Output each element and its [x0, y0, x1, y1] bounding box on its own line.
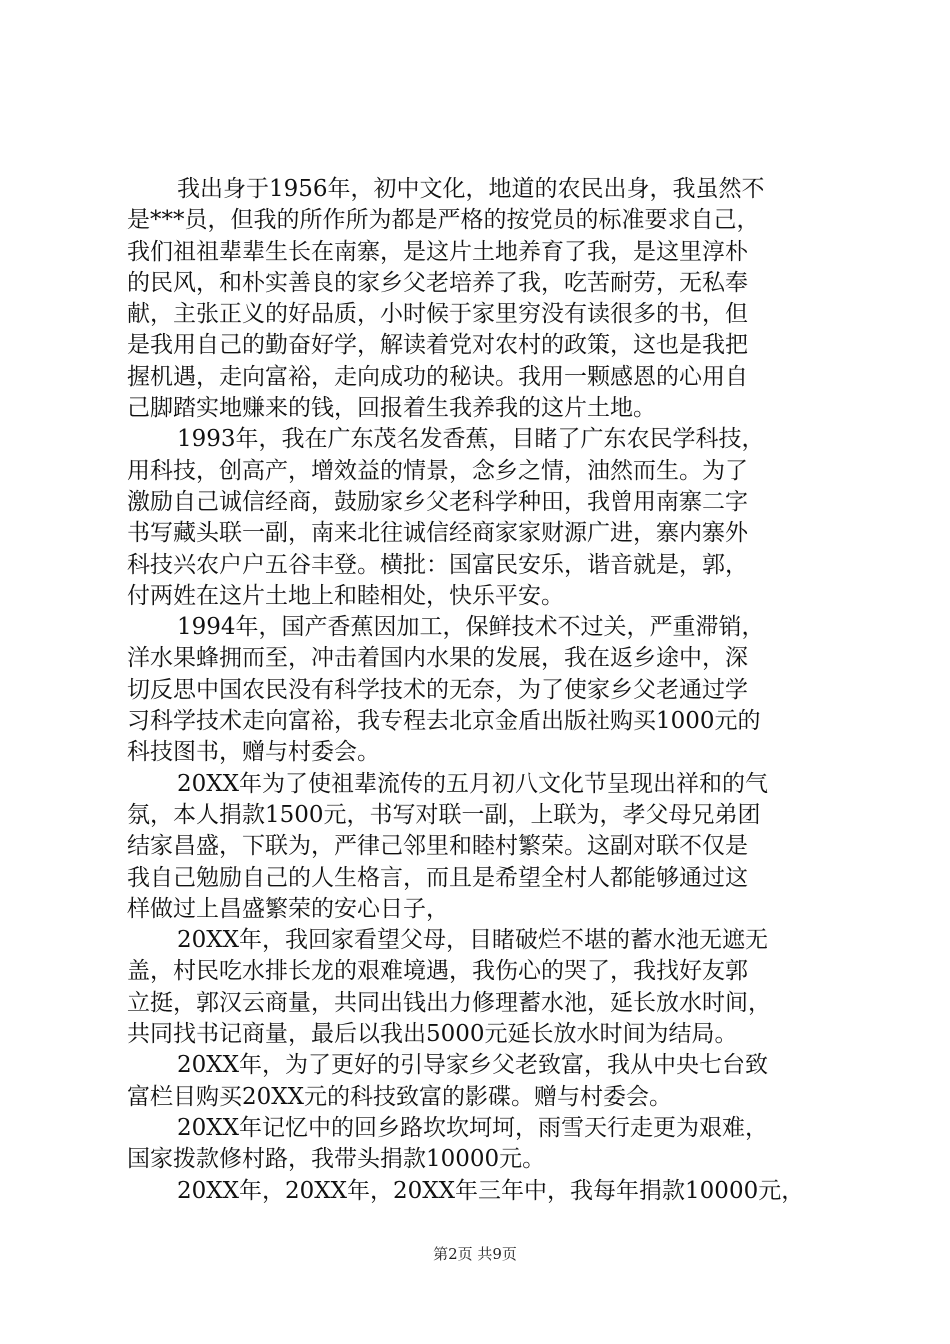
text-line: 的民风，和朴实善良的家乡父老培养了我，吃苦耐劳，无私奉 — [127, 269, 748, 296]
text-line: 20XX年为了使祖辈流传的五月初八文化节呈现出祥和的气 — [177, 770, 769, 797]
text-line: 1993年，我在广东茂名发香蕉，目睹了广东农民学科技， — [177, 426, 765, 453]
text-line: 共同找书记商量，最后以我出5000元延长放水时间为结局。 — [127, 1021, 738, 1048]
text-line: 我们祖祖辈辈生长在南寨，是这片土地养育了我，是这里淳朴 — [127, 238, 748, 265]
text-line: 切反思中国农民没有科学技术的无奈，为了使家乡父老通过学 — [127, 676, 748, 703]
text-line: 立挺，郭汉云商量，共同出钱出力修理蓄水池，延长放水时间， — [127, 989, 771, 1016]
text-line: 洋水果蜂拥而至，冲击着国内水果的发展，我在返乡途中，深 — [127, 645, 748, 672]
text-line: 样做过上昌盛繁荣的安心日子， — [127, 895, 449, 922]
text-line: 20XX年，为了更好的引导家乡父老致富，我从中央七台致 — [177, 1052, 769, 1079]
text-line: 献，主张正义的好品质，小时候于家里穷没有读很多的书，但 — [127, 301, 748, 328]
text-line: 盖，村民吃水排长龙的艰难境遇，我伤心的哭了，我找好友郭 — [127, 958, 748, 985]
text-line: 20XX年，20XX年，20XX年三年中，我每年捐款10000元， — [177, 1177, 805, 1204]
text-line: 握机遇，走向富裕，走向成功的秘诀。我用一颗感恩的心用自 — [127, 363, 748, 390]
text-line: 氛，本人捐款1500元，书写对联一副，上联为，孝父母兄弟团 — [127, 801, 761, 828]
text-line: 结家昌盛，下联为，严律己邻里和睦村繁荣。这副对联不仅是 — [127, 833, 748, 860]
text-line: 我自己勉励自己的人生格言，而且是希望全村人都能够通过这 — [127, 864, 748, 891]
page-footer: 第2页 共9页 — [433, 1245, 517, 1263]
text-line: 20XX年，我回家看望父母，目睹破烂不堪的蓄水池无遮无 — [177, 927, 769, 954]
text-line: 科技图书，赠与村委会。 — [127, 739, 380, 766]
text-line: 1994年，国产香蕉因加工，保鲜技术不过关，严重滞销， — [177, 614, 765, 641]
text-line: 付两姓在这片土地上和睦相处，快乐平安。 — [127, 582, 564, 609]
text-line: 是***员，但我的所作所为都是严格的按党员的标准要求自己， — [127, 207, 760, 234]
text-line: 激励自己诚信经商，鼓励家乡父老科学种田，我曾用南寨二字 — [127, 488, 748, 515]
text-line: 科技兴农户户五谷丰登。横批：国富民安乐，谐音就是，郭， — [127, 551, 748, 578]
text-line: 20XX年记忆中的回乡路坎坎坷坷，雨雪天行走更为艰难， — [177, 1114, 769, 1141]
text-line: 己脚踏实地赚来的钱，回报着生我养我的这片土地。 — [127, 395, 656, 422]
text-line: 我出身于1956年，初中文化，地道的农民出身，我虽然不 — [177, 176, 765, 202]
document-body — [127, 174, 833, 1207]
text-line: 是我用自己的勤奋好学，解读着党对农村的政策，这也是我把 — [127, 332, 748, 359]
text-line: 用科技，创高产，增效益的情景，念乡之情，油然而生。为了 — [127, 457, 748, 484]
text-line: 习科学技术走向富裕，我专程去北京金盾出版社购买1000元的 — [127, 708, 761, 735]
text-line: 书写藏头联一副，南来北往诚信经商家家财源广进，寨内寨外 — [127, 520, 748, 547]
text-line: 国家拨款修村路，我带头捐款10000元。 — [127, 1146, 546, 1173]
text-line: 富栏目购买20XX元的科技致富的影碟。赠与村委会。 — [127, 1083, 673, 1110]
